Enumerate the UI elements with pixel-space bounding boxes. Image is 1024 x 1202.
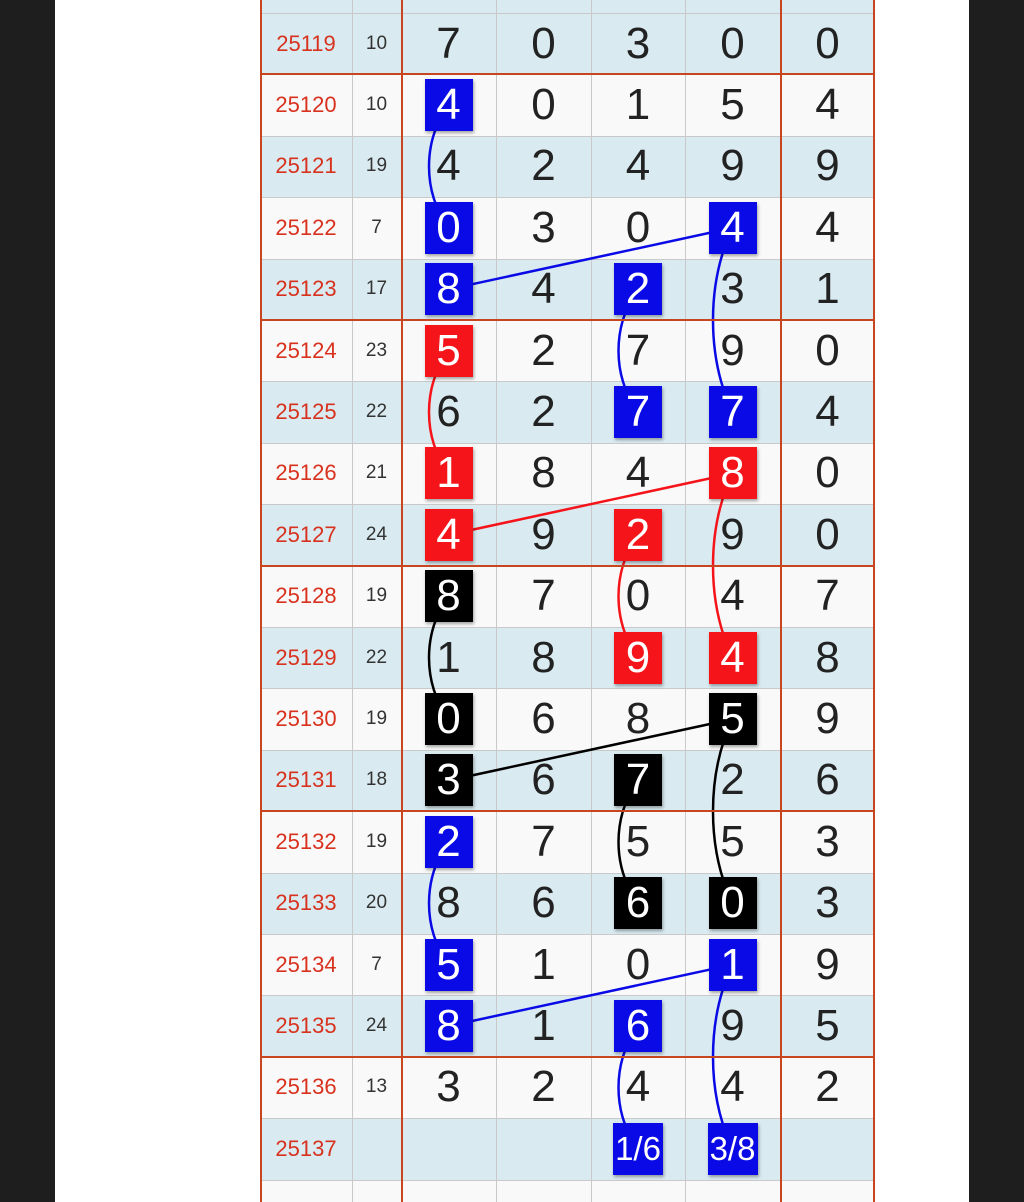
issue-number: 25127 [275,521,337,547]
digit-cell [780,1118,875,1179]
digit-cell [591,381,685,442]
highlighted-digit: 7 [614,754,662,806]
highlighted-digit: 0 [425,202,473,254]
digit-value: 6 [815,755,840,805]
digit-cell [401,381,496,442]
highlighted-digit: 5 [709,693,757,745]
digit-cell [401,934,496,995]
digit-cell [780,504,875,565]
digit-value: 9 [720,1001,745,1051]
digit-cell [591,74,685,135]
group-border [260,565,875,567]
digit-cell [780,934,875,995]
group-border [260,0,262,1202]
highlighted-digit: 8 [425,1000,473,1052]
digit-cell [591,566,685,627]
digit-cell [685,995,780,1056]
sum-value: 10 [365,32,388,54]
sum-value: 24 [365,1015,388,1037]
digit-cell [496,811,591,872]
digit-cell [780,811,875,872]
digit-value: 4 [720,1062,745,1112]
digit-value: 0 [815,509,840,559]
sum-value: 10 [365,94,388,116]
digit-cell [685,320,780,381]
digit-cell [685,1057,780,1118]
digit-cell [496,74,591,135]
digit-cell [685,934,780,995]
page-background [55,0,969,1202]
issue-number: 25131 [275,767,337,793]
issue-number: 25121 [275,153,337,179]
grid-line [591,0,592,1202]
sum-value: 18 [365,769,388,791]
highlighted-digit: 5 [425,325,473,377]
highlighted-digit: 9 [614,632,662,684]
highlighted-digit: 7 [614,386,662,438]
digit-value: 3 [625,18,651,68]
digit-cell [591,443,685,504]
digit-cell [685,627,780,688]
highlighted-digit: 1 [425,447,473,499]
digit-value: 7 [531,571,556,621]
sum-value: 22 [365,401,388,423]
digit-value: 0 [531,80,556,130]
highlighted-digit: 1 [709,939,757,991]
digit-value: 0 [625,571,651,621]
issue-number: 25132 [275,828,337,854]
sum-value: 19 [365,155,388,177]
digit-cell [685,504,780,565]
digit-cell [780,13,875,74]
digit-value: 2 [531,141,556,191]
digit-cell [685,750,780,811]
digit-value: 9 [815,939,840,989]
sum-value: 17 [365,278,388,300]
issue-number: 25123 [275,276,337,302]
highlighted-digit: 6 [614,877,662,929]
trend-table [260,0,875,1202]
digit-cell [685,688,780,749]
sum-value: 19 [365,585,388,607]
digit-cell [780,136,875,197]
issue-number: 25134 [275,951,337,977]
digit-value: 4 [815,387,840,437]
digit-cell [685,136,780,197]
digit-cell [780,197,875,258]
digit-cell [780,259,875,320]
highlighted-digit: 4 [425,79,473,131]
group-border [780,0,782,1202]
digit-value: 9 [815,694,840,744]
digit-cell [401,13,496,74]
digit-cell [496,873,591,934]
issue-number: 25124 [275,337,337,363]
digit-cell [591,1057,685,1118]
digit-value: 0 [815,325,840,375]
digit-value: 9 [531,509,556,559]
digit-cell [496,995,591,1056]
digit-cell [780,688,875,749]
sum-value: 7 [371,953,382,975]
digit-cell [496,627,591,688]
issue-number: 25120 [275,92,337,118]
grid-line [496,0,497,1202]
digit-value: 0 [531,18,556,68]
digit-value: 6 [436,387,461,437]
digit-cell [685,74,780,135]
highlighted-digit: 5 [425,939,473,991]
digit-value: 8 [531,632,556,682]
digit-cell [780,74,875,135]
digit-cell [496,504,591,565]
sum-value: 23 [365,339,388,361]
digit-value: 6 [531,755,556,805]
digit-value: 7 [815,571,840,621]
sum-value [352,1118,401,1179]
digit-value: 4 [436,141,461,191]
issue-number: 25128 [275,583,337,609]
grid-line [352,0,353,1202]
digit-cell [401,811,496,872]
digit-cell [685,381,780,442]
digit-cell [780,320,875,381]
digit-value: 2 [815,1062,840,1112]
digit-cell [591,811,685,872]
grid-line [685,0,686,1202]
digit-cell [496,1057,591,1118]
digit-value: 0 [815,448,840,498]
digit-value: 1 [531,939,556,989]
digit-cell [591,934,685,995]
digit-cell [685,443,780,504]
digit-cell [496,320,591,381]
group-border [260,1056,875,1058]
highlighted-digit: 8 [709,447,757,499]
digit-cell [401,688,496,749]
digit-cell [496,197,591,258]
sum-value: 20 [365,892,388,914]
highlighted-digit: 0 [709,877,757,929]
digit-cell [496,566,591,627]
digit-cell [496,13,591,74]
digit-cell [496,934,591,995]
digit-value: 9 [815,141,840,191]
digit-cell [496,381,591,442]
digit-value: 9 [720,509,745,559]
digit-value: 2 [531,1062,556,1112]
digit-cell [591,627,685,688]
digit-cell [591,873,685,934]
digit-cell [496,259,591,320]
digit-cell [401,136,496,197]
digit-cell [401,1118,496,1179]
digit-cell [685,811,780,872]
digit-cell [685,1118,780,1179]
digit-value: 8 [436,878,461,928]
sum-value: 24 [365,523,388,545]
digit-value: 4 [531,264,556,314]
digit-value: 4 [625,1062,651,1112]
sum-value: 19 [365,708,388,730]
digit-value: 8 [531,448,556,498]
digit-value: 3 [531,202,556,252]
digit-cell [496,443,591,504]
sum-value: 13 [365,1076,388,1098]
digit-cell [496,750,591,811]
highlighted-digit: 0 [425,693,473,745]
sum-value: 22 [365,646,388,668]
highlighted-digit: 4 [709,202,757,254]
digit-cell [401,873,496,934]
digit-cell [496,136,591,197]
issue-number: 25129 [275,644,337,670]
digit-value: 2 [531,387,556,437]
digit-cell [591,13,685,74]
digit-cell [591,320,685,381]
digit-cell [401,74,496,135]
digit-cell [401,320,496,381]
digit-value: 1 [531,1001,556,1051]
digit-value: 2 [531,325,556,375]
digit-cell [496,688,591,749]
highlighted-digit: 2 [614,509,662,561]
digit-value: 1 [815,264,840,314]
digit-cell [780,627,875,688]
digit-value: 9 [720,325,745,375]
highlighted-digit: 8 [425,263,473,315]
digit-cell [591,995,685,1056]
digit-value: 8 [625,694,651,744]
digit-value: 2 [720,755,745,805]
digit-value: 1 [625,80,651,130]
digit-cell [780,566,875,627]
digit-value: 5 [625,816,651,866]
digit-cell [591,136,685,197]
issue-number: 25126 [275,460,337,486]
digit-value: 5 [720,816,745,866]
issue-number: 25119 [276,30,336,56]
digit-value: 9 [720,141,745,191]
digit-cell [591,504,685,565]
highlighted-digit: 6 [614,1000,662,1052]
highlighted-digit: 8 [425,570,473,622]
digit-value: 0 [815,18,840,68]
digit-value: 3 [815,816,840,866]
digit-cell [401,566,496,627]
highlighted-digit: 4 [709,632,757,684]
digit-cell [685,566,780,627]
digit-value: 0 [720,18,745,68]
group-border [260,810,875,812]
highlighted-digit: 2 [425,816,473,868]
digit-cell [685,259,780,320]
digit-cell [401,197,496,258]
digit-cell [496,1118,591,1179]
digit-value: 3 [436,1062,461,1112]
digit-value: 6 [531,694,556,744]
highlighted-digit: 3/8 [708,1123,758,1175]
digit-cell [401,504,496,565]
digit-cell [780,750,875,811]
issue-number: 25125 [275,399,337,425]
digit-value: 0 [625,202,651,252]
issue-number: 25137 [275,1135,337,1161]
digit-value: 4 [815,80,840,130]
highlighted-digit: 7 [709,386,757,438]
digit-value: 4 [625,448,651,498]
digit-value: 0 [625,939,651,989]
digit-cell [401,443,496,504]
digit-value: 3 [720,264,745,314]
sum-value: 19 [365,830,388,852]
group-border [401,0,403,1202]
highlighted-digit: 3 [425,754,473,806]
digit-value: 4 [720,571,745,621]
highlighted-digit: 1/6 [613,1123,663,1175]
issue-number: 25135 [275,1013,337,1039]
digit-value: 4 [625,141,651,191]
issue-number: 25130 [275,706,337,732]
digit-value: 3 [815,878,840,928]
digit-cell [780,1057,875,1118]
digit-cell [780,995,875,1056]
digit-value: 6 [531,878,556,928]
digit-cell [685,197,780,258]
digit-cell [780,873,875,934]
digit-cell [685,873,780,934]
digit-cell [780,443,875,504]
digit-cell [591,259,685,320]
issue-number: 25133 [275,890,337,916]
digit-cell [591,197,685,258]
highlighted-digit: 2 [614,263,662,315]
digit-cell [591,750,685,811]
digit-cell [401,995,496,1056]
group-border [873,0,875,1202]
issue-number: 25136 [275,1074,337,1100]
sum-value: 21 [365,462,388,484]
group-border [260,73,875,75]
digit-value: 7 [625,325,651,375]
group-border [260,319,875,321]
highlighted-digit: 4 [425,509,473,561]
digit-cell [401,750,496,811]
digit-cell [685,13,780,74]
digit-value: 4 [815,202,840,252]
digit-cell [401,259,496,320]
digit-value: 7 [436,18,461,68]
digit-value: 5 [815,1001,840,1051]
digit-cell [401,627,496,688]
digit-cell [591,1118,685,1179]
digit-cell [401,1057,496,1118]
digit-value: 5 [720,80,745,130]
digit-value: 8 [815,632,840,682]
digit-cell [591,688,685,749]
digit-value: 1 [436,632,461,682]
digit-value: 7 [531,816,556,866]
sum-value: 7 [371,216,382,238]
digit-cell [780,381,875,442]
issue-number: 25122 [275,214,337,240]
